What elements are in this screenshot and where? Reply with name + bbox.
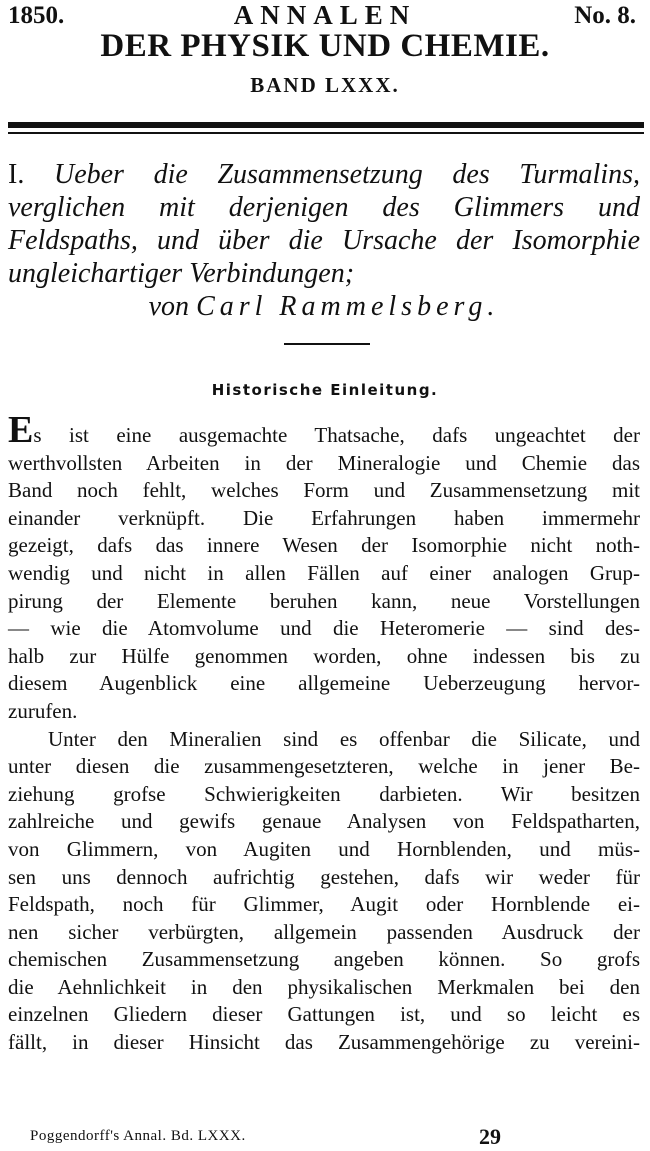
body-line: Feldspath, noch für Glimmer, Augit oder Hornblende ei-	[8, 892, 640, 917]
body-line: Es ist eine ausgemachte Thatsache, dafs ungeachtet der	[8, 409, 640, 451]
header-rule-thin	[8, 132, 644, 134]
body-line: die Aehnlichkeit in den physikalischen Merkmalen bei den	[8, 974, 640, 999]
body-line: zurufen.	[8, 698, 78, 723]
byline-prefix: von	[148, 291, 190, 322]
drop-cap: E	[8, 409, 34, 451]
body-line: nen sicher verbürgten, allgemein passenden Ausdruck der	[8, 919, 640, 944]
section-heading: Historische Einleitung.	[211, 381, 439, 399]
header-rule-thick	[8, 122, 644, 128]
body-line: diesem Augenblick eine allgemeine Ueberzeugung hervor-	[8, 671, 640, 696]
body-line: pirung der Elemente beruhen kann, neue Vorstellungen	[8, 588, 640, 613]
body-line: sen uns dennoch aufrichtig gestehen, dafs wir weder für	[8, 864, 640, 889]
article-author: Carl Rammelsberg.	[196, 291, 500, 322]
body-line: halb zur Hülfe genommen worden, ohne indessen bis zu	[8, 643, 640, 668]
body-line: werthvollsten Arbeiten in der Mineralogie und Chemie das	[8, 450, 640, 475]
body-line: Unter den Mineralien sind es offenbar die Silicate, und	[48, 726, 640, 751]
body-line: wendig und nicht in allen Fällen auf einer analogen Grup-	[8, 560, 640, 585]
signature-mark: 29	[479, 1124, 501, 1149]
article-title: Ueber die Zusammensetzung des Turmalins, verglichen mit derjenigen des Glimmers und Feldspaths, und über die Ursache der Isomorphie ungleichartiger Verbindungen;	[8, 159, 641, 289]
body-line: Band noch fehlt, welches Form und Zusammensetzung mit	[8, 478, 640, 503]
footer-source: Poggendorff's Annal. Bd. LXXX.	[30, 1128, 246, 1144]
header-year: 1850.	[8, 2, 65, 29]
title-divider	[284, 343, 370, 345]
journal-title: DER PHYSIK UND CHEMIE.	[100, 28, 550, 64]
body-line: ziehung grofse Schwierigkeiten darbieten. Wir besitzen	[8, 781, 640, 806]
body-line: von Glimmern, von Augiten und Hornblenden, und müs-	[8, 836, 640, 861]
issue-number: No. 8.	[574, 2, 636, 29]
body-line: — wie die Atomvolume und die Heteromerie — sind des-	[8, 616, 640, 641]
article-byline	[8, 290, 640, 323]
article-title-block	[8, 158, 640, 323]
body-line: gezeigt, dafs das innere Wesen der Isomorphie nicht noth-	[8, 533, 640, 558]
journal-name: ANNALEN	[233, 0, 417, 30]
body-line: einander verknüpft. Die Erfahrungen haben immermehr	[8, 505, 640, 530]
body-line: unter diesen die zusammengesetzteren, welche in jener Be-	[8, 754, 640, 779]
article-body	[8, 409, 640, 1057]
running-header	[0, 0, 650, 30]
body-line: chemischen Zusammensetzung angeben können. So grofs	[8, 947, 640, 972]
volume-band: BAND LXXX.	[250, 73, 400, 97]
article-numeral: I.	[8, 159, 25, 190]
page-footer	[0, 1124, 650, 1148]
body-line: fällt, in dieser Hinsicht das Zusammengehörige zu vereini-	[8, 1030, 640, 1055]
body-line: einzelnen Gliedern dieser Gattungen ist, und so leicht es	[8, 1002, 640, 1027]
body-line: zahlreiche und gewifs genaue Analysen von Feldspatharten,	[8, 809, 640, 834]
